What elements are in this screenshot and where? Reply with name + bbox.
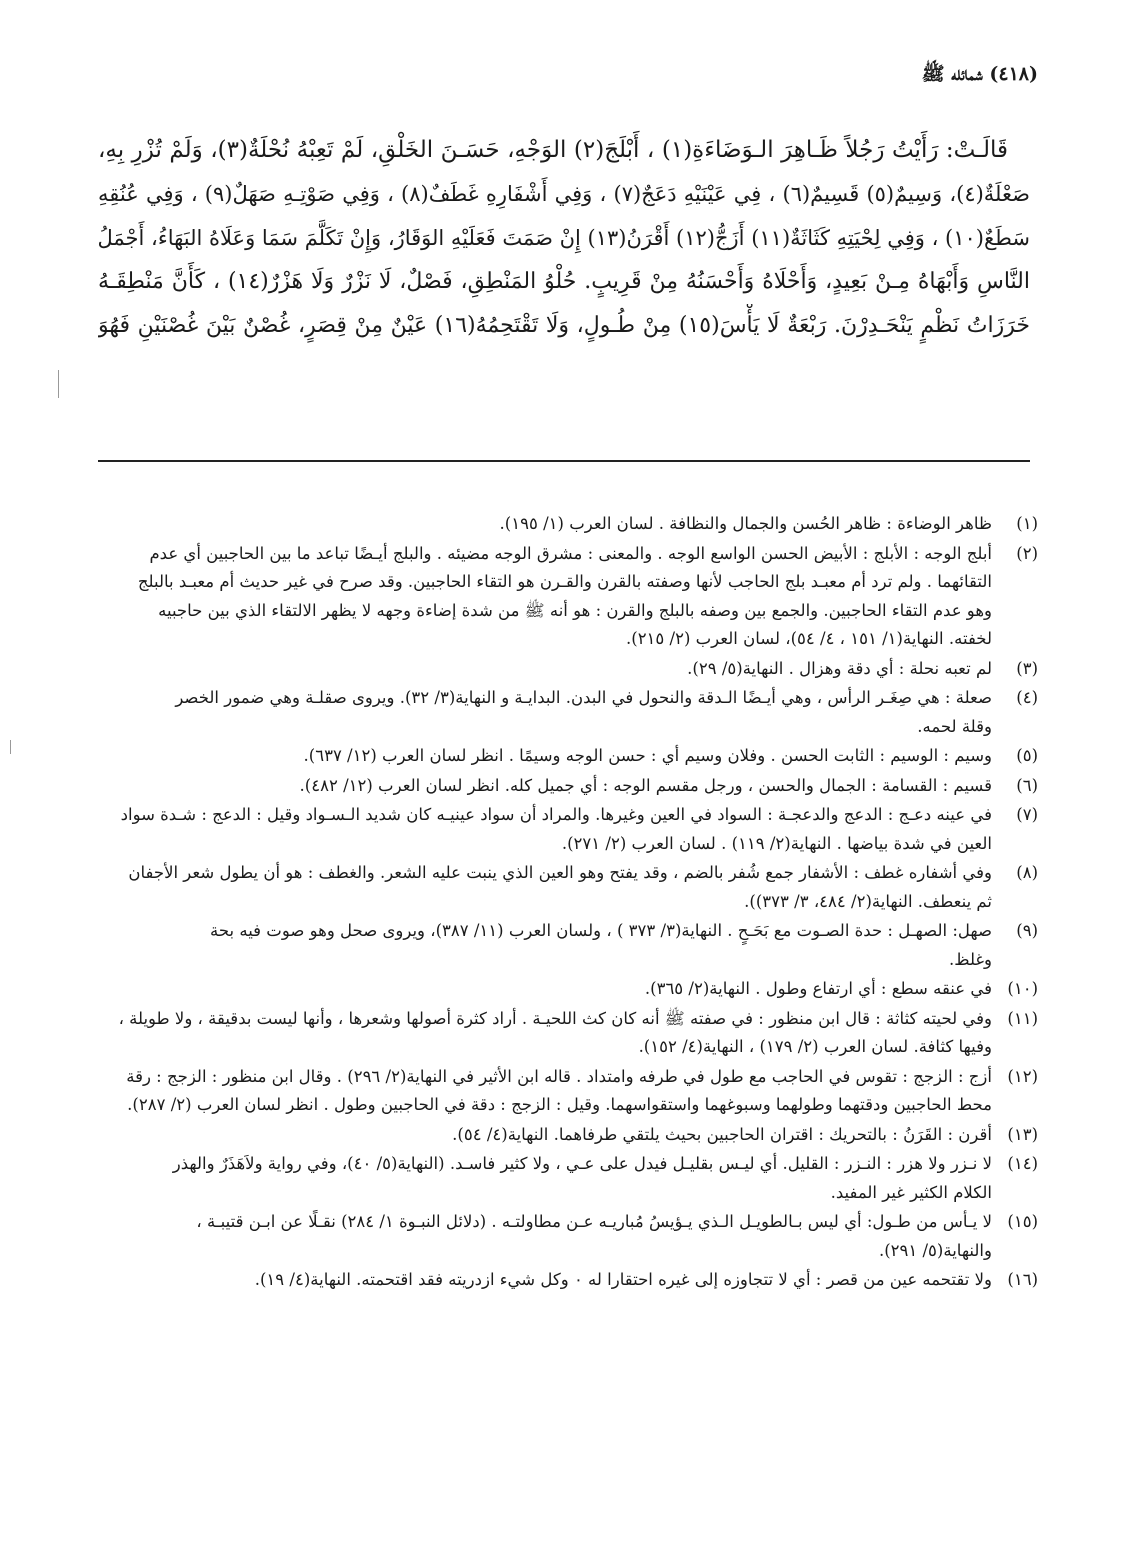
footnote-line: العين في شدة بياضها . النهاية(٢/ ١١٩) . لسان العرب (٢/ ٢٧١).	[561, 833, 992, 853]
footnote	[98, 859, 1038, 916]
footnote-line: وسيم : الوسيم : الثابت الحسن . وفلان وسيم أي : حسن الوجه وسيمًا . انظر لسان العرب (١٢/ ٦٣٧).	[303, 746, 992, 765]
footnote	[98, 540, 1038, 654]
footnote	[98, 684, 1038, 741]
footnote-line: أزج : الزجج : تقوس في الحاجب مع طول في طرفه وامتداد . قاله ابن الأثير في النهاية(٢/ ٢٩٦) . وقال ابن منظور : الزجج : رقة	[126, 1066, 992, 1086]
footnote-text	[98, 540, 992, 654]
footnote-text	[98, 801, 992, 858]
footnote-line: الكلام الكثير غير المفيد.	[830, 1182, 992, 1202]
main-text-line: النَّاسِ وَأَبْهَاهُ مِـنْ بَعِيدٍ، وَأَحْلَاهُ وَأَحْسَنُهُ مِنْ قَرِيبٍ. حُلْوُ المَنْطِقِ، فَصْلٌ، لَا نَزْرٌ وَلَا هَزْرٌ(١٤) ، كَأَنَّ مَنْطِقَـهُ	[98, 269, 1030, 294]
footnote-line: لا نـزر ولا هزر : النـزر : القليل. أي ليـس بقليـل فيدل على عـي ، ولا كثير فاسـد. (النهاية(٥/ ٤٠)، وفي رواية ولاَهَذَرٌ والهذر	[172, 1154, 992, 1173]
footnote-line: محط الحاجبين ودقتهما وطولهما وسبوغهما واستقواسهما. وقيل : الزجج : دقة في الحاجبين وطول . انظر لسان العرب (٢/ ٢٨٧).	[127, 1095, 992, 1114]
footnote	[98, 655, 1038, 684]
footnote-number: (١٦)	[1007, 1270, 1038, 1289]
footnote-text	[98, 742, 992, 771]
footnote-number: (١)	[1016, 514, 1038, 533]
footnote-number: (٥)	[1016, 746, 1038, 765]
footnote	[98, 772, 1038, 801]
footnote-line: وفي لحيته كثاثة : قال ابن منظور : في صفته ﷺ أنه كان كث اللحيـة . أراد كثرة أصولها وشعرها ، وأنها ليست بدقيقة ، ولا طويلة ،	[118, 1008, 992, 1028]
footnote-line: في عينه دعـج : الدعج والدعجـة : السواد في العين وغيرها. والمراد أن سواد عينيـه كان شديد الـسـواد وقيل : الدعج : شـدة سواد	[120, 805, 992, 824]
main-text-line: سَطَعٌ(١٠) ، وَفِي لِحْيَتِهِ كَثَاثَةٌ(١١) أَزَجُّ(١٢) أَقْرَنُ(١٣) إِنْ صَمَتَ فَعَلَيْهِ الوَقَارُ، وَإِنْ تَكَلَّمَ سَمَا وَعَلَاهُ البَهَاءُ، أَجْمَلُ	[98, 226, 1030, 250]
footnote-number: (١١)	[1007, 1008, 1038, 1028]
footnote-line: صهل: الصهـل : حدة الصـوت مع بَحَـحٍ . النهاية(٣/ ٣٧٣ ) ، ولسان العرب (١١/ ٣٨٧)، ويروى صحل وهو صوت فيه بحة	[210, 921, 992, 940]
footnote-text	[98, 975, 992, 1004]
footnote-line: وفي أشفاره غطف : الأشفار جمع شُفر بالضم ، وقد يفتح وهو العين الذي ينبت عليه الشعر. والغطف : هو أن يطول شعر الأجفان	[128, 863, 992, 882]
footnote	[98, 1208, 1038, 1265]
footnote-text	[98, 1063, 992, 1120]
footnote-line: التقائهما . ولم ترد أم معبـد بلج الحاجب لأنها وصفته بالقرن والقـرن هو التقاء الحاجبين. وقد صرح في غير حديث أم معبـد بالبلج	[137, 572, 992, 591]
footnote-line: لم تعبه نحلة : أي دقة وهزال . النهاية(٥/ ٢٩).	[687, 658, 992, 678]
footnote-number: (٤)	[1016, 688, 1038, 707]
footnote-line: وغلظ.	[949, 949, 992, 969]
footnote-line: أقرن : القَرَنُ : بالتحريك : اقتران الحاجبين بحيث يلتقي طرفاهما. النهاية(٤/ ٥٤).	[452, 1124, 992, 1144]
footnote-number: (٢)	[1016, 543, 1038, 563]
footnote	[98, 510, 1038, 539]
footnotes	[98, 510, 1038, 1296]
footnote-line: وهو عدم التقاء الحاجبين. والجمع بين وصفه بالبلج والقرن : هو أنه ﷺ من شدة إضاءة وجهه لا يظهر الالتقاء الذي بين حاجبيه	[158, 600, 992, 620]
footnote-text	[98, 1208, 992, 1265]
footnote	[98, 1266, 1038, 1295]
footnote-number: (١٠)	[1007, 979, 1038, 998]
main-text-line: خَرَزَاتُ نَظْمٍ يَنْحَـدِرْنَ. رَبْعَةٌ لَا يَأْسَ(١٥) مِنْ طُـولٍ، وَلَا تَقْتَحِمُهُ(١٦) عَيْنٌ مِنْ قِصَرٍ، غُصْنٌ بَيْنَ غُصْنَيْنِ فَهُوَ	[98, 313, 1030, 338]
footnote-line: والنهاية(٥/ ٢٩١).	[878, 1240, 992, 1260]
footnote	[98, 1150, 1038, 1207]
footnote-number: (٦)	[1016, 775, 1038, 795]
footnote-line: ثم ينعطف. النهاية(٢/ ٤٨٤، ٣/ ٣٧٣)).	[744, 891, 992, 911]
footnote-line: قسيم : القسامة : الجمال والحسن ، ورجل مقسم الوجه : أي جميل كله. انظر لسان العرب (١٢/ ٤٨٢).	[299, 775, 992, 795]
main-text-line: قَالَـتْ: رَأَيْتُ رَجُلاً ظَـاهِرَ الـوَضَاءَةِ(١) ، أَبْلَجَ(٢) الوَجْهِ، حَسَـنَ الخَلْقِ، لَمْ تَعِبْهُ نُحْلَةٌ(٣)، وَلَمْ تُزْرِ بِهِ،	[98, 137, 1009, 163]
footnote-line: لخفته. النهاية(١/ ١٥١ ، ٤/ ٥٤)، لسان العرب (٢/ ٢١٥).	[626, 629, 992, 648]
footnote	[98, 742, 1038, 771]
footnote-text	[98, 917, 992, 974]
footnote-line: وقلة لحمه.	[917, 716, 992, 736]
footnote-text	[98, 510, 992, 539]
footnote-line: أبلج الوجه : الأبلج : الأبيض الحسن الواسع الوجه . والمعنى : مشرق الوجه مضيئه . والبلج أيـضًا تباعد ما بين الحاجبين أي عدم	[149, 543, 992, 563]
main-text-line: صَعْلَةٌ(٤)، وَسِيمٌ(٥) قَسِيمٌ(٦) ، فِي عَيْنَيْهِ دَعَجٌ(٧) ، وَفِي أَشْفَارِهِ غَطَفٌ(٨) ، وَفِي صَوْتِـهِ صَهَلٌ(٩) ، وَفِي عُنُقِهِ	[98, 182, 1030, 206]
footnote	[98, 1121, 1038, 1150]
footnote-line: ولا تقتحمه عين من قصر : أي لا تتجاوزه إلى غيره احتقارا له ٠ وكل شيء ازدريته فقد اقتحمته. النهاية(٤/ ١٩).	[254, 1270, 992, 1289]
footnote-line: لا يـأس من طـول: أي ليس بـالطويـل الـذي يـؤيسُ مُباريـه عـن مطاولتـه . (دلائل النبـوة ١/ ٢٨٤) نقـلًا عن ابـن قتيبـة ،	[196, 1212, 992, 1231]
footnote-number: (١٥)	[1007, 1212, 1038, 1231]
footnote-text	[98, 772, 992, 801]
footnote-number: (٧)	[1016, 805, 1038, 824]
margin-mark	[58, 370, 59, 398]
footnote-text	[98, 859, 992, 916]
footnote-text	[98, 1150, 992, 1207]
footnote	[98, 917, 1038, 974]
footnote-text	[98, 684, 992, 741]
footnote-text	[98, 1266, 992, 1295]
footnote-divider	[98, 460, 1030, 462]
footnote-number: (٨)	[1016, 863, 1038, 882]
page-header: (٤١٨) شمائله ﷺ	[921, 63, 1038, 85]
footnote-number: (١٣)	[1007, 1124, 1038, 1144]
footnote	[98, 975, 1038, 1004]
footnote-text	[98, 1005, 992, 1062]
footnote-line: صعلة : هي صِغَـر الرأس ، وهي أيـضًا الـدقة والنحول في البدن. البدايـة و النهاية(٣/ ٣٢). ويروى صقلـة وهي ضمور الخصر	[175, 688, 992, 707]
footnote-line: في عنقه سطع : أي ارتفاع وطول . النهاية(٢/ ٣٦٥).	[644, 979, 992, 998]
footnote	[98, 801, 1038, 858]
footnote-number: (٩)	[1016, 921, 1038, 940]
footnote-text	[98, 1121, 992, 1150]
main-text	[98, 128, 1030, 348]
footnote-text	[98, 655, 992, 684]
footnote-line: وفيها كثافة. لسان العرب (٢/ ١٧٩) ، النهاية(٤/ ١٥٢).	[638, 1037, 992, 1056]
footnote-number: (٣)	[1016, 658, 1038, 678]
footnote-number: (١٤)	[1007, 1154, 1038, 1173]
margin-mark	[10, 740, 11, 754]
footnote-number: (١٢)	[1007, 1066, 1038, 1086]
footnote	[98, 1005, 1038, 1062]
footnote-line: ظاهر الوضاءة : ظاهر الحُسن والجمال والنظافة . لسان العرب (١/ ١٩٥).	[499, 514, 992, 533]
footnote	[98, 1063, 1038, 1120]
